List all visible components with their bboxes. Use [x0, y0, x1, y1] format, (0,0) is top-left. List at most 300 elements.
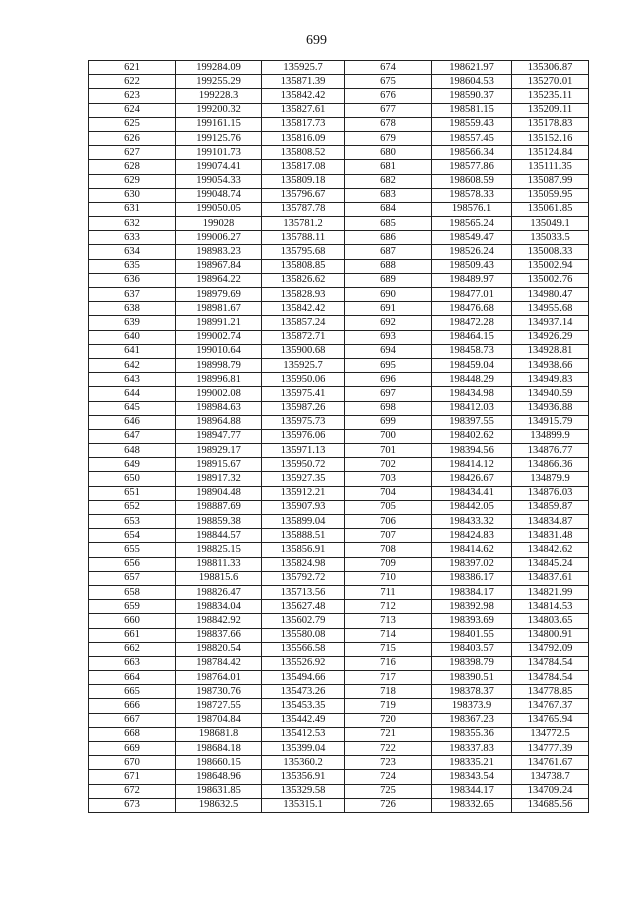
point-number-left: 639	[89, 316, 176, 330]
point-number-left: 672	[89, 784, 176, 798]
y-coordinate-left: 135473.26	[262, 685, 345, 699]
x-coordinate-right: 198526.24	[432, 245, 512, 259]
table-row	[89, 515, 589, 529]
table-row	[89, 259, 589, 273]
x-coordinate-left: 198784.42	[176, 656, 262, 670]
y-coordinate-right: 134842.62	[512, 543, 589, 557]
point-number-right: 698	[345, 401, 432, 415]
table-row	[89, 174, 589, 188]
y-coordinate-left: 135315.1	[262, 798, 345, 812]
y-coordinate-left: 135817.73	[262, 117, 345, 131]
point-number-left: 641	[89, 344, 176, 358]
y-coordinate-left: 135442.49	[262, 713, 345, 727]
y-coordinate-right: 134937.14	[512, 316, 589, 330]
x-coordinate-right: 198433.32	[432, 515, 512, 529]
x-coordinate-left: 198684.18	[176, 742, 262, 756]
y-coordinate-right: 134803.65	[512, 614, 589, 628]
point-number-right: 715	[345, 642, 432, 656]
y-coordinate-right: 134831.48	[512, 529, 589, 543]
point-number-left: 651	[89, 486, 176, 500]
x-coordinate-right: 198398.79	[432, 656, 512, 670]
x-coordinate-left: 198660.15	[176, 756, 262, 770]
point-number-left: 656	[89, 557, 176, 571]
table-row	[89, 302, 589, 316]
x-coordinate-right: 198355.36	[432, 727, 512, 741]
point-number-left: 637	[89, 288, 176, 302]
y-coordinate-right: 135306.87	[512, 61, 589, 75]
point-number-right: 720	[345, 713, 432, 727]
y-coordinate-right: 134915.79	[512, 415, 589, 429]
y-coordinate-left: 135526.92	[262, 656, 345, 670]
x-coordinate-right: 198394.56	[432, 444, 512, 458]
y-coordinate-right: 135002.76	[512, 273, 589, 287]
x-coordinate-right: 198397.02	[432, 557, 512, 571]
y-coordinate-right: 134784.54	[512, 671, 589, 685]
point-number-right: 712	[345, 600, 432, 614]
x-coordinate-left: 198632.5	[176, 798, 262, 812]
point-number-right: 675	[345, 75, 432, 89]
point-number-left: 635	[89, 259, 176, 273]
table-row	[89, 146, 589, 160]
y-coordinate-left: 135912.21	[262, 486, 345, 500]
x-coordinate-right: 198378.37	[432, 685, 512, 699]
y-coordinate-left: 135566.58	[262, 642, 345, 656]
point-number-right: 684	[345, 202, 432, 216]
table-row	[89, 472, 589, 486]
y-coordinate-left: 135828.93	[262, 288, 345, 302]
table-row	[89, 571, 589, 585]
x-coordinate-left: 198887.69	[176, 500, 262, 514]
x-coordinate-left: 198844.57	[176, 529, 262, 543]
y-coordinate-left: 135925.7	[262, 358, 345, 372]
y-coordinate-left: 135399.04	[262, 742, 345, 756]
x-coordinate-left: 198837.66	[176, 628, 262, 642]
point-number-left: 640	[89, 330, 176, 344]
x-coordinate-right: 198509.43	[432, 259, 512, 273]
x-coordinate-right: 198402.62	[432, 429, 512, 443]
point-number-left: 633	[89, 231, 176, 245]
point-number-left: 661	[89, 628, 176, 642]
y-coordinate-right: 135061.85	[512, 202, 589, 216]
x-coordinate-right: 198472.28	[432, 316, 512, 330]
x-coordinate-left: 199161.15	[176, 117, 262, 131]
point-number-left: 664	[89, 671, 176, 685]
point-number-right: 690	[345, 288, 432, 302]
x-coordinate-right: 198386.17	[432, 571, 512, 585]
table-row	[89, 316, 589, 330]
x-coordinate-right: 198384.17	[432, 585, 512, 599]
y-coordinate-right: 134876.03	[512, 486, 589, 500]
point-number-left: 668	[89, 727, 176, 741]
y-coordinate-left: 135888.51	[262, 529, 345, 543]
y-coordinate-left: 135826.62	[262, 273, 345, 287]
point-number-left: 634	[89, 245, 176, 259]
table-row	[89, 798, 589, 812]
y-coordinate-left: 135971.13	[262, 444, 345, 458]
point-number-right: 677	[345, 103, 432, 117]
x-coordinate-right: 198344.17	[432, 784, 512, 798]
x-coordinate-left: 199002.08	[176, 387, 262, 401]
point-number-right: 696	[345, 373, 432, 387]
y-coordinate-left: 135788.11	[262, 231, 345, 245]
table-row	[89, 529, 589, 543]
y-coordinate-left: 135927.35	[262, 472, 345, 486]
y-coordinate-right: 134814.53	[512, 600, 589, 614]
x-coordinate-left: 199006.27	[176, 231, 262, 245]
x-coordinate-left: 199050.05	[176, 202, 262, 216]
point-number-right: 687	[345, 245, 432, 259]
x-coordinate-right: 198604.53	[432, 75, 512, 89]
point-number-right: 693	[345, 330, 432, 344]
x-coordinate-right: 198414.12	[432, 458, 512, 472]
point-number-left: 663	[89, 656, 176, 670]
point-number-left: 654	[89, 529, 176, 543]
point-number-right: 707	[345, 529, 432, 543]
x-coordinate-left: 199010.64	[176, 344, 262, 358]
x-coordinate-right: 198565.24	[432, 217, 512, 231]
point-number-left: 657	[89, 571, 176, 585]
y-coordinate-left: 135817.08	[262, 160, 345, 174]
point-number-right: 701	[345, 444, 432, 458]
table-row	[89, 131, 589, 145]
point-number-right: 703	[345, 472, 432, 486]
y-coordinate-right: 135049.1	[512, 217, 589, 231]
point-number-left: 665	[89, 685, 176, 699]
y-coordinate-right: 134866.36	[512, 458, 589, 472]
y-coordinate-left: 135453.35	[262, 699, 345, 713]
y-coordinate-left: 135494.66	[262, 671, 345, 685]
point-number-left: 638	[89, 302, 176, 316]
point-number-right: 694	[345, 344, 432, 358]
y-coordinate-right: 134767.37	[512, 699, 589, 713]
x-coordinate-right: 198403.57	[432, 642, 512, 656]
x-coordinate-left: 198991.21	[176, 316, 262, 330]
point-number-right: 676	[345, 89, 432, 103]
y-coordinate-left: 135627.48	[262, 600, 345, 614]
y-coordinate-right: 134765.94	[512, 713, 589, 727]
table-row	[89, 188, 589, 202]
table-row	[89, 415, 589, 429]
y-coordinate-left: 135356.91	[262, 770, 345, 784]
point-number-left: 659	[89, 600, 176, 614]
table-row	[89, 103, 589, 117]
table-row	[89, 727, 589, 741]
x-coordinate-right: 198459.04	[432, 358, 512, 372]
point-number-right: 719	[345, 699, 432, 713]
x-coordinate-left: 199002.74	[176, 330, 262, 344]
table-row	[89, 245, 589, 259]
point-number-right: 722	[345, 742, 432, 756]
point-number-right: 702	[345, 458, 432, 472]
y-coordinate-right: 134784.54	[512, 656, 589, 670]
y-coordinate-left: 135580.08	[262, 628, 345, 642]
table-row	[89, 756, 589, 770]
y-coordinate-left: 135900.68	[262, 344, 345, 358]
point-number-right: 711	[345, 585, 432, 599]
table-row	[89, 656, 589, 670]
x-coordinate-right: 198392.98	[432, 600, 512, 614]
x-coordinate-right: 198489.97	[432, 273, 512, 287]
point-number-right: 697	[345, 387, 432, 401]
table-row	[89, 231, 589, 245]
y-coordinate-left: 135907.93	[262, 500, 345, 514]
table-row	[89, 444, 589, 458]
y-coordinate-right: 134859.87	[512, 500, 589, 514]
x-coordinate-right: 198442.05	[432, 500, 512, 514]
table-row	[89, 685, 589, 699]
point-number-right: 688	[345, 259, 432, 273]
point-number-right: 686	[345, 231, 432, 245]
x-coordinate-left: 198979.69	[176, 288, 262, 302]
point-number-right: 699	[345, 415, 432, 429]
y-coordinate-right: 134879.9	[512, 472, 589, 486]
y-coordinate-left: 135976.06	[262, 429, 345, 443]
x-coordinate-left: 198998.79	[176, 358, 262, 372]
x-coordinate-left: 198842.92	[176, 614, 262, 628]
coordinate-table-body	[89, 61, 589, 813]
table-row	[89, 784, 589, 798]
y-coordinate-right: 134845.24	[512, 557, 589, 571]
x-coordinate-left: 199048.74	[176, 188, 262, 202]
y-coordinate-right: 135002.94	[512, 259, 589, 273]
point-number-left: 631	[89, 202, 176, 216]
y-coordinate-right: 134938.66	[512, 358, 589, 372]
point-number-right: 714	[345, 628, 432, 642]
y-coordinate-right: 135124.84	[512, 146, 589, 160]
x-coordinate-right: 198434.98	[432, 387, 512, 401]
x-coordinate-left: 199284.09	[176, 61, 262, 75]
y-coordinate-left: 135975.73	[262, 415, 345, 429]
point-number-right: 692	[345, 316, 432, 330]
y-coordinate-right: 134685.56	[512, 798, 589, 812]
table-row	[89, 713, 589, 727]
point-number-right: 680	[345, 146, 432, 160]
x-coordinate-left: 198826.47	[176, 585, 262, 599]
x-coordinate-left: 198811.33	[176, 557, 262, 571]
y-coordinate-right: 135270.01	[512, 75, 589, 89]
point-number-left: 667	[89, 713, 176, 727]
x-coordinate-right: 198559.43	[432, 117, 512, 131]
point-number-left: 645	[89, 401, 176, 415]
x-coordinate-left: 199028	[176, 217, 262, 231]
y-coordinate-left: 135899.04	[262, 515, 345, 529]
x-coordinate-right: 198332.65	[432, 798, 512, 812]
point-number-left: 673	[89, 798, 176, 812]
x-coordinate-left: 198631.85	[176, 784, 262, 798]
y-coordinate-right: 134792.09	[512, 642, 589, 656]
x-coordinate-right: 198464.15	[432, 330, 512, 344]
point-number-left: 662	[89, 642, 176, 656]
point-number-left: 628	[89, 160, 176, 174]
point-number-right: 685	[345, 217, 432, 231]
point-number-right: 682	[345, 174, 432, 188]
table-row	[89, 671, 589, 685]
point-number-left: 649	[89, 458, 176, 472]
table-row	[89, 543, 589, 557]
point-number-right: 725	[345, 784, 432, 798]
point-number-left: 624	[89, 103, 176, 117]
x-coordinate-right: 198576.1	[432, 202, 512, 216]
y-coordinate-left: 135872.71	[262, 330, 345, 344]
table-row	[89, 202, 589, 216]
point-number-left: 655	[89, 543, 176, 557]
point-number-left: 647	[89, 429, 176, 443]
x-coordinate-right: 198621.97	[432, 61, 512, 75]
y-coordinate-left: 135871.39	[262, 75, 345, 89]
x-coordinate-right: 198477.01	[432, 288, 512, 302]
x-coordinate-left: 198984.63	[176, 401, 262, 415]
x-coordinate-left: 199255.29	[176, 75, 262, 89]
point-number-left: 642	[89, 358, 176, 372]
point-number-right: 708	[345, 543, 432, 557]
point-number-right: 723	[345, 756, 432, 770]
point-number-left: 625	[89, 117, 176, 131]
table-row	[89, 75, 589, 89]
y-coordinate-right: 135178.83	[512, 117, 589, 131]
y-coordinate-left: 135987.26	[262, 401, 345, 415]
x-coordinate-left: 198825.15	[176, 543, 262, 557]
x-coordinate-right: 198590.37	[432, 89, 512, 103]
table-row	[89, 344, 589, 358]
point-number-left: 644	[89, 387, 176, 401]
table-row	[89, 358, 589, 372]
x-coordinate-left: 198859.38	[176, 515, 262, 529]
x-coordinate-right: 198373.9	[432, 699, 512, 713]
x-coordinate-right: 198578.33	[432, 188, 512, 202]
y-coordinate-left: 135842.42	[262, 89, 345, 103]
y-coordinate-right: 134936.88	[512, 401, 589, 415]
y-coordinate-left: 135809.18	[262, 174, 345, 188]
x-coordinate-right: 198367.23	[432, 713, 512, 727]
x-coordinate-right: 198458.73	[432, 344, 512, 358]
point-number-left: 653	[89, 515, 176, 529]
x-coordinate-left: 198929.17	[176, 444, 262, 458]
y-coordinate-right: 134876.77	[512, 444, 589, 458]
table-row	[89, 585, 589, 599]
table-row	[89, 330, 589, 344]
table-row	[89, 373, 589, 387]
y-coordinate-left: 135856.91	[262, 543, 345, 557]
table-row	[89, 117, 589, 131]
x-coordinate-right: 198343.54	[432, 770, 512, 784]
y-coordinate-left: 135824.98	[262, 557, 345, 571]
point-number-right: 726	[345, 798, 432, 812]
y-coordinate-left: 135329.58	[262, 784, 345, 798]
point-number-left: 626	[89, 131, 176, 145]
point-number-left: 652	[89, 500, 176, 514]
point-number-right: 678	[345, 117, 432, 131]
point-number-left: 646	[89, 415, 176, 429]
y-coordinate-right: 134837.61	[512, 571, 589, 585]
y-coordinate-left: 135796.67	[262, 188, 345, 202]
x-coordinate-left: 198996.81	[176, 373, 262, 387]
x-coordinate-left: 198964.88	[176, 415, 262, 429]
y-coordinate-left: 135360.2	[262, 756, 345, 770]
table-row	[89, 429, 589, 443]
point-number-right: 716	[345, 656, 432, 670]
x-coordinate-right: 198566.34	[432, 146, 512, 160]
y-coordinate-right: 134709.24	[512, 784, 589, 798]
y-coordinate-right: 135111.35	[512, 160, 589, 174]
y-coordinate-right: 135152.16	[512, 131, 589, 145]
point-number-right: 704	[345, 486, 432, 500]
x-coordinate-left: 198983.23	[176, 245, 262, 259]
y-coordinate-left: 135808.52	[262, 146, 345, 160]
y-coordinate-left: 135827.61	[262, 103, 345, 117]
point-number-right: 691	[345, 302, 432, 316]
point-number-left: 623	[89, 89, 176, 103]
x-coordinate-left: 199228.3	[176, 89, 262, 103]
x-coordinate-left: 198904.48	[176, 486, 262, 500]
table-row	[89, 642, 589, 656]
point-number-right: 681	[345, 160, 432, 174]
x-coordinate-left: 198947.77	[176, 429, 262, 443]
y-coordinate-left: 135792.72	[262, 571, 345, 585]
y-coordinate-right: 134940.59	[512, 387, 589, 401]
x-coordinate-right: 198414.62	[432, 543, 512, 557]
table-row	[89, 770, 589, 784]
point-number-left: 621	[89, 61, 176, 75]
y-coordinate-left: 135816.09	[262, 131, 345, 145]
point-number-right: 679	[345, 131, 432, 145]
x-coordinate-left: 198648.96	[176, 770, 262, 784]
y-coordinate-right: 134738.7	[512, 770, 589, 784]
y-coordinate-left: 135950.72	[262, 458, 345, 472]
y-coordinate-left: 135950.06	[262, 373, 345, 387]
point-number-left: 669	[89, 742, 176, 756]
point-number-right: 717	[345, 671, 432, 685]
x-coordinate-left: 198981.67	[176, 302, 262, 316]
point-number-right: 674	[345, 61, 432, 75]
table-row	[89, 699, 589, 713]
table-row	[89, 387, 589, 401]
x-coordinate-right: 198608.59	[432, 174, 512, 188]
point-number-left: 671	[89, 770, 176, 784]
y-coordinate-right: 134955.68	[512, 302, 589, 316]
y-coordinate-right: 134928.81	[512, 344, 589, 358]
y-coordinate-right: 135235.11	[512, 89, 589, 103]
point-number-right: 705	[345, 500, 432, 514]
x-coordinate-right: 198577.86	[432, 160, 512, 174]
x-coordinate-right: 198549.47	[432, 231, 512, 245]
x-coordinate-left: 198681.8	[176, 727, 262, 741]
y-coordinate-right: 135059.95	[512, 188, 589, 202]
x-coordinate-right: 198581.15	[432, 103, 512, 117]
point-number-right: 718	[345, 685, 432, 699]
point-number-right: 689	[345, 273, 432, 287]
y-coordinate-left: 135975.41	[262, 387, 345, 401]
table-row	[89, 557, 589, 571]
y-coordinate-right: 134834.87	[512, 515, 589, 529]
point-number-right: 710	[345, 571, 432, 585]
x-coordinate-right: 198397.55	[432, 415, 512, 429]
point-number-left: 630	[89, 188, 176, 202]
x-coordinate-left: 198917.32	[176, 472, 262, 486]
point-number-left: 632	[89, 217, 176, 231]
x-coordinate-right: 198476.68	[432, 302, 512, 316]
x-coordinate-left: 199054.33	[176, 174, 262, 188]
point-number-left: 636	[89, 273, 176, 287]
x-coordinate-right: 198557.45	[432, 131, 512, 145]
x-coordinate-left: 198967.84	[176, 259, 262, 273]
point-number-right: 683	[345, 188, 432, 202]
y-coordinate-left: 135787.78	[262, 202, 345, 216]
table-row	[89, 288, 589, 302]
table-row	[89, 500, 589, 514]
x-coordinate-right: 198448.29	[432, 373, 512, 387]
y-coordinate-right: 135209.11	[512, 103, 589, 117]
point-number-left: 658	[89, 585, 176, 599]
